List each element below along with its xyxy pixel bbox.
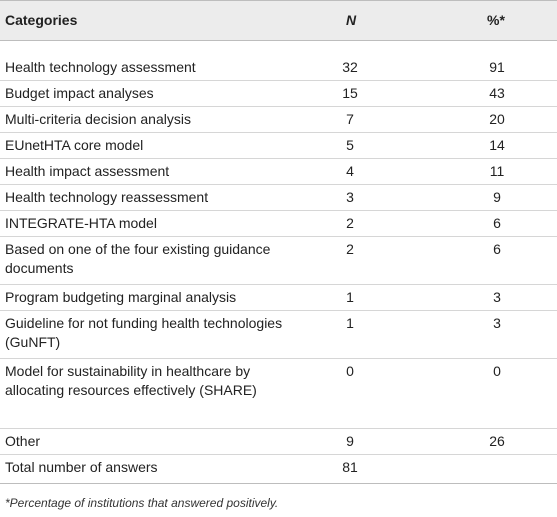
row-percent: 20 (489, 111, 505, 127)
row-category: Program budgeting marginal analysis (5, 289, 237, 305)
table-row (0, 107, 557, 133)
row-percent: 43 (489, 85, 505, 101)
row-category: Model for sustainability in healthcare by allocating resources effectively (SHARE) (5, 363, 257, 398)
table-row (0, 359, 557, 429)
row-n: 4 (346, 163, 354, 179)
table-row (0, 429, 557, 455)
row-percent: 26 (489, 433, 505, 449)
row-category: Guideline for not funding health technologies (GuNFT) (5, 315, 283, 350)
row-category: Based on one of the four existing guidance documents (5, 241, 271, 276)
table-bottom-rule (0, 483, 557, 484)
row-n: 15 (342, 85, 358, 101)
table-row-total (0, 455, 557, 483)
row-category: Health technology reassessment (5, 189, 209, 205)
header-percent: %* (487, 12, 505, 28)
header-categories: Categories (5, 12, 78, 28)
row-n: 0 (346, 363, 354, 379)
row-percent: 3 (493, 289, 501, 305)
table-row (0, 311, 557, 359)
table-row (0, 285, 557, 311)
table-row (0, 55, 557, 81)
row-category: Total number of answers (5, 459, 158, 475)
row-percent: 3 (493, 315, 501, 331)
row-percent: 11 (489, 163, 505, 179)
row-n: 2 (346, 241, 354, 257)
row-category: INTEGRATE-HTA model (5, 215, 157, 231)
row-category: Budget impact analyses (5, 85, 154, 101)
row-percent: 0 (493, 363, 501, 379)
row-percent: 14 (489, 137, 505, 153)
table-row (0, 159, 557, 185)
row-category: Other (5, 433, 41, 449)
row-n: 1 (346, 289, 354, 305)
header-n: N (346, 12, 357, 28)
row-n: 1 (346, 315, 354, 331)
row-percent: 9 (493, 189, 501, 205)
table-row (0, 133, 557, 159)
row-category: Health impact assessment (5, 163, 170, 179)
row-percent: 6 (493, 241, 501, 257)
table-row (0, 237, 557, 285)
table-row (0, 185, 557, 211)
row-category: EUnetHTA core model (5, 137, 144, 153)
row-n: 5 (346, 137, 354, 153)
row-category: Multi-criteria decision analysis (5, 111, 191, 127)
table-row (0, 211, 557, 237)
row-percent: 91 (489, 59, 505, 75)
row-n: 81 (342, 459, 358, 475)
row-percent: 6 (493, 215, 501, 231)
table-footnote: *Percentage of institutions that answered positively. (5, 496, 279, 510)
table-row (0, 81, 557, 107)
table-header-row (0, 0, 557, 41)
row-n: 9 (346, 433, 354, 449)
row-n: 2 (346, 215, 354, 231)
row-n: 3 (346, 189, 354, 205)
row-n: 7 (346, 111, 354, 127)
row-category: Health technology assessment (5, 59, 196, 75)
row-n: 32 (342, 59, 358, 75)
